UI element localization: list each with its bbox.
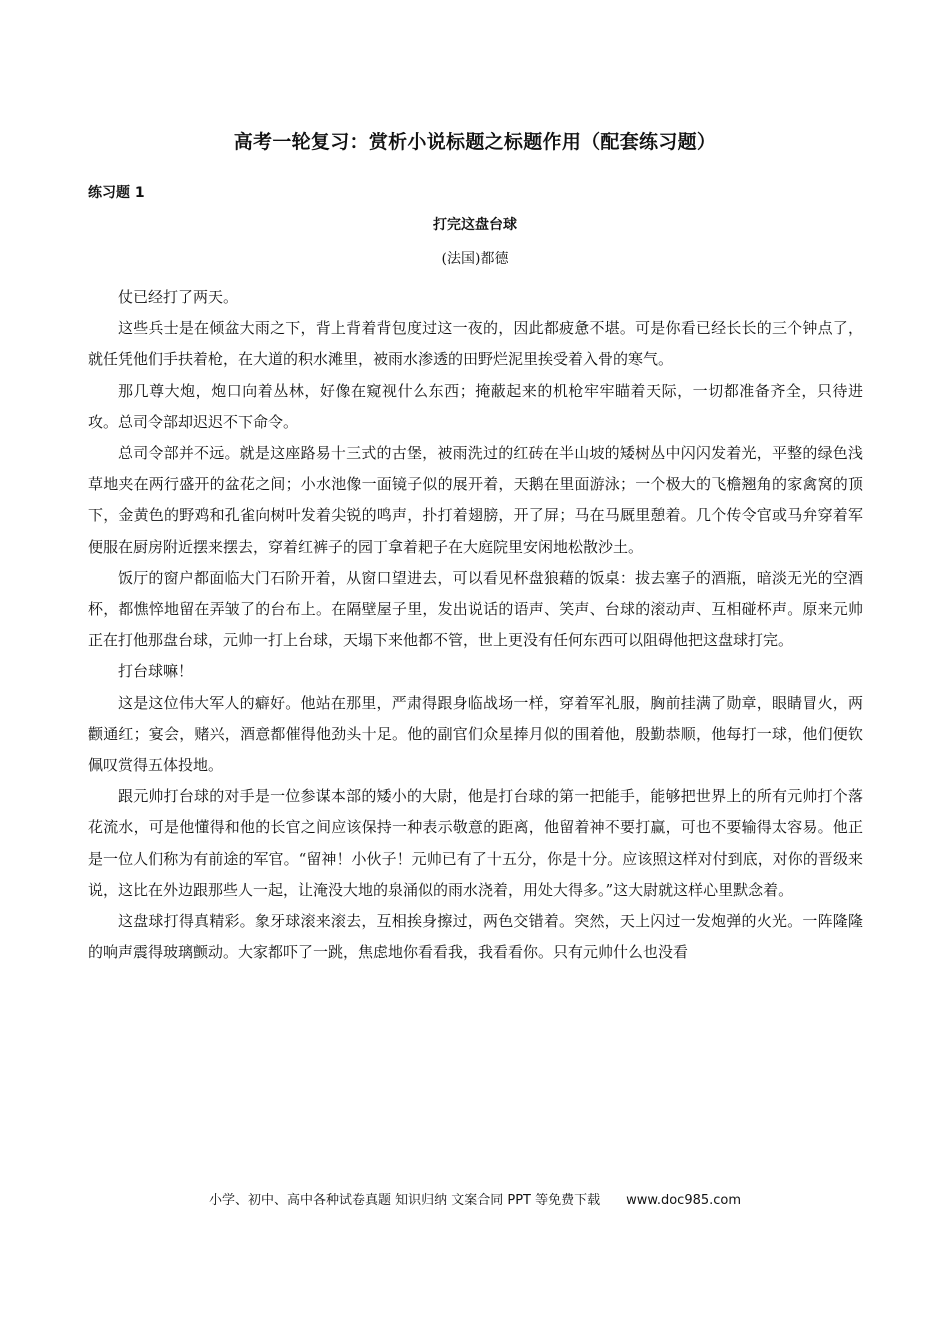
- paragraph-8: 跟元帅打台球的对手是一位参谋本部的矮小的大尉，他是打台球的第一把能手，能够把世界上的所有元帅打个落花流水，可是他懂得和他的长官之间应该保持一种表示敬意的距离，他留着神不要打赢，可也不要输得太容易。他正是一位人们称为有前途的军官。“留神！小伙子！元帅已有了十五分，你是十分。应该照这样对付到底，对你的晋级来说，这比在外边跟那些人一起，让淹没大地的泉涌似的雨水浇着，用处大得多。”这大尉就这样心里默念着。: [88, 787, 863, 899]
- section-label: 练习题 1: [88, 185, 145, 201]
- footer-site-link[interactable]: www.doc985.com: [626, 1193, 742, 1208]
- paragraph-9: 这盘球打得真精彩。象牙球滚来滚去，互相挨身擦过，两色交错着。突然，天上闪过一发炮弹的火光。一阵隆隆的响声震得玻璃颤动。大家都吓了一跳，焦虑地你看看我，我看看你。只有元帅什么也没看: [88, 912, 863, 962]
- story-title: 打完这盘台球: [433, 217, 517, 233]
- page-footer: [0, 1190, 950, 1212]
- story-author: (法国)都德: [441, 251, 509, 267]
- footer-text: 小学、初中、高中各种试卷真题 知识归纳 文案合同 PPT 等免费下载: [208, 1193, 601, 1208]
- paragraph-3: 那几尊大炮，炮口向着丛林，好像在窥视什么东西；掩蔽起来的机枪牢牢瞄着天际，一切都准备齐全，只待进攻。总司令部却迟迟不下命令。: [88, 381, 863, 431]
- page-title: 高考一轮复习：赏析小说标题之标题作用（配套练习题）: [233, 131, 717, 153]
- paragraph-6: 打台球嘛！: [118, 662, 194, 681]
- paragraph-5: 饭厅的窗户都面临大门石阶开着，从窗口望进去，可以看见杯盘狼藉的饭桌：拔去塞子的酒瓶，暗淡无光的空酒杯，都憔悴地留在弄皱了的台布上。在隔壁屋子里，发出说话的语声、笑声、台球的滚动声、互相碰杯声。原来元帅正在打他那盘台球，元帅一打上台球，天塌下来他都不管，世上更没有任何东西可以阻碍他把这盘球打完。: [88, 568, 863, 650]
- paragraph-1: 仗已经打了两天。: [118, 288, 239, 306]
- paragraph-2: 这些兵士是在倾盆大雨之下，背上背着背包度过这一夜的，因此都疲惫不堪。可是你看已经长长的三个钟点了，就任凭他们手扶着枪，在大道的积水滩里，被雨水渗透的田野烂泥里挨受着入骨的寒气。: [88, 319, 863, 369]
- story-body: [88, 282, 863, 1166]
- paragraph-4: 总司令部并不远。就是这座路易十三式的古堡，被雨洗过的红砖在半山坡的矮树丛中闪闪发着光，平整的绿色浅草地夹在两行盛开的盆花之间；小水池像一面镜子似的展开着，天鹅在里面游泳；一个极大的飞檐翘角的家禽窝的顶下，金黄色的野鸡和孔雀向树叶发着尖锐的鸣声，扑打着翅膀，开了屏；马在马厩里憩着。几个传令官或马弁穿着军便服在厨房附近摆来摆去，穿着红裤子的园丁拿着耙子在大庭院里安闲地松散沙土。: [88, 444, 863, 556]
- paragraph-7: 这是这位伟大军人的癖好。他站在那里，严肃得跟身临战场一样，穿着军礼服，胸前挂满了勋章，眼睛冒火，两颧通红；宴会，赌兴，酒意都催得他劲头十足。他的副官们众星捧月似的围着他，殷勤恭顺，他每打一球，他们便钦佩叹赏得五体投地。: [88, 693, 863, 775]
